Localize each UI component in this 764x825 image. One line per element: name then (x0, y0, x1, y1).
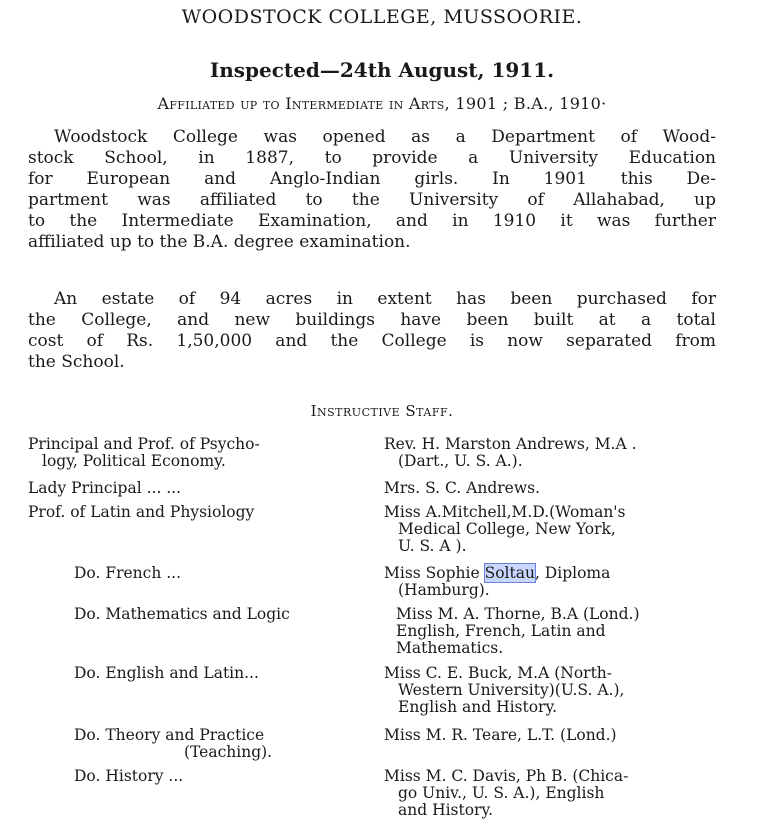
paragraph-line: cost of Rs. 1,50,000 and the College is now separated from (28, 331, 716, 351)
staff-holder: Miss M. A. Thorne, B.A (Lond.) English, French, Latin and Mathematics. (396, 605, 640, 657)
page-title: WOODSTOCK COLLEGE, MUSSOORIE. (181, 6, 583, 28)
staff-role: Do. Mathematics and Logic (74, 605, 290, 623)
staff-role: Prof. of Latin and Physiology (28, 503, 255, 521)
staff-heading: Instructive Staff. (310, 402, 454, 420)
paragraph-line: for European and Anglo-Indian girls. In 1901 this De- (28, 169, 716, 189)
paragraph-line: to the Intermediate Examination, and in 1910 it was further (28, 211, 716, 231)
paragraph-line: affiliated up to the B.A. degree examination. (28, 232, 411, 252)
paragraph-line: stock School, in 1887, to provide a University Education (28, 148, 716, 168)
staff-role: Lady Principal ... ... (28, 479, 182, 497)
staff-role: Do. French ... (74, 564, 182, 582)
staff-role: Do. English and Latin... (74, 664, 259, 682)
search-highlight[interactable]: Soltau (484, 564, 535, 582)
staff-role: Do. History ... (74, 767, 184, 785)
staff-role: Principal and Prof. of Psycho- logy, Political Economy. (28, 435, 260, 470)
estate-paragraph (28, 289, 716, 373)
staff-holder: Miss C. E. Buck, M.A (North- Western University)(U.S. A.), English and History. (384, 664, 625, 716)
paragraph-line: the School. (28, 352, 125, 372)
history-paragraph (28, 127, 716, 253)
paragraph-line: Woodstock College was opened as a Department of Wood- (54, 127, 716, 147)
paragraph-line: An estate of 94 acres in extent has been purchased for (54, 289, 716, 309)
paragraph-line: partment was affiliated to the University of Allahabad, up (28, 190, 716, 210)
staff-role: Do. Theory and Practice (Teaching). (74, 726, 273, 761)
staff-holder: Rev. H. Marston Andrews, M.A . (Dart., U. S. A.). (384, 435, 637, 470)
staff-holder: Miss Sophie Soltau, Diploma (Hamburg). (384, 564, 611, 599)
inspection-date: Inspected—24th August, 1911. (209, 58, 555, 82)
staff-holder: Miss M. R. Teare, L.T. (Lond.) (384, 726, 617, 744)
staff-holder: Miss M. C. Davis, Ph B. (Chica- go Univ., U. S. A.), English and History. (384, 767, 629, 819)
affiliation-line: Affiliated up to Intermediate in Arts, 1901 ; B.A., 1910· (157, 94, 607, 113)
staff-holder: Miss A.Mitchell,M.D.(Woman's Medical College, New York, U. S. A ). (384, 503, 626, 555)
staff-holder: Mrs. S. C. Andrews. (384, 479, 540, 497)
paragraph-line: the College, and new buildings have been built at a total (28, 310, 716, 330)
